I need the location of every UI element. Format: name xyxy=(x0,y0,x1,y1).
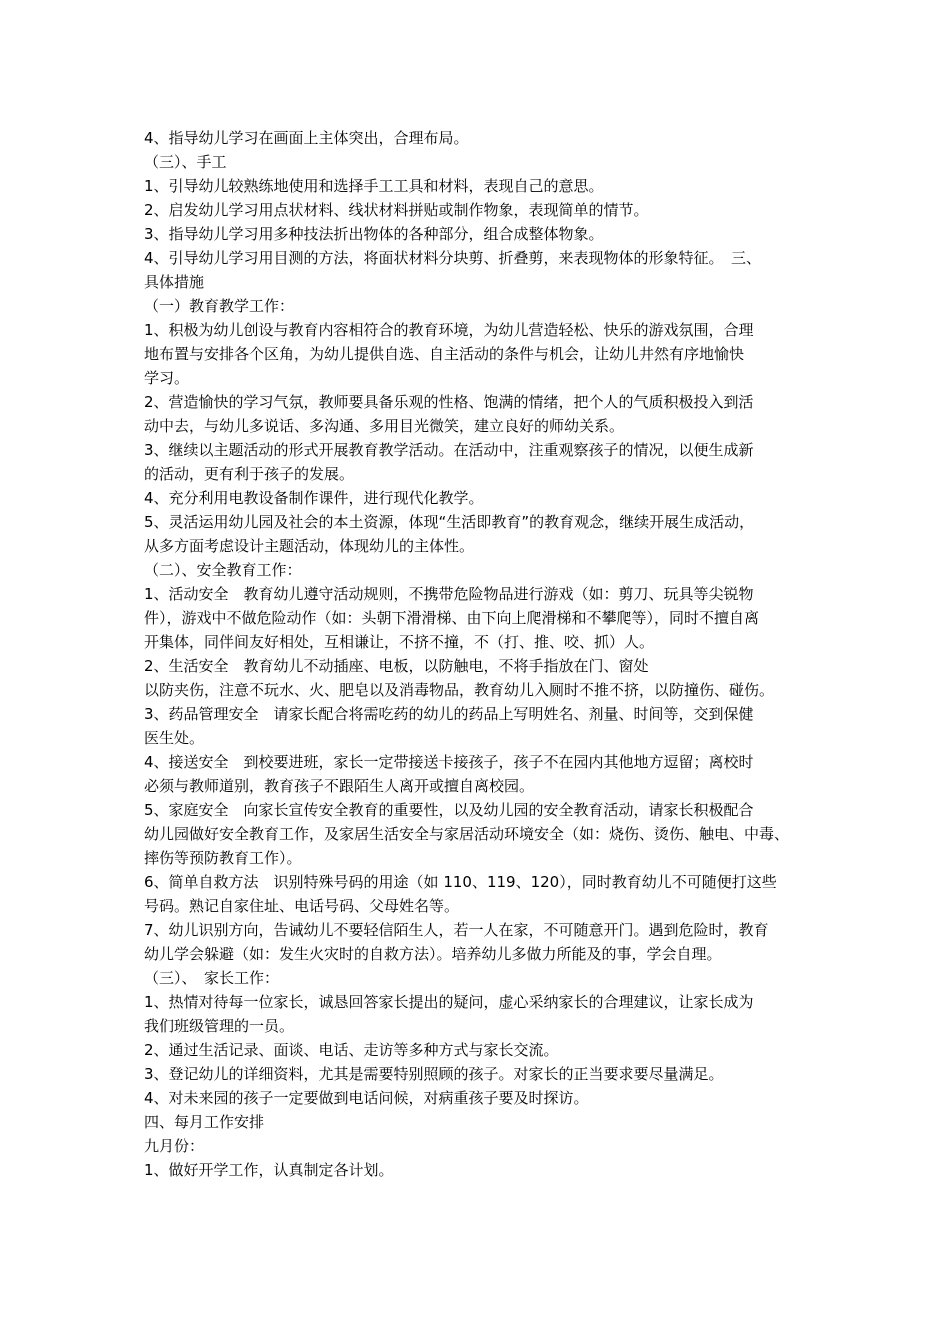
paragraph xyxy=(144,174,810,198)
text-line: 以防夹伤，注意不玩水、火、肥皂以及消毒物品，教育幼儿入厕时不推不挤，以防撞伤、碰伤。 xyxy=(144,681,775,699)
text-line: 地布置与安排各个区角，为幼儿提供自选、自主活动的条件与机会，让幼儿井然有序地愉快 xyxy=(144,345,745,363)
text-line: （一）教育教学工作： xyxy=(144,297,295,315)
text-line: 1、做好开学工作，认真制定各计划。 xyxy=(144,1161,394,1179)
paragraph xyxy=(144,1110,810,1134)
paragraph xyxy=(144,438,810,486)
text-line: 具体措施 xyxy=(144,273,205,291)
text-line: 2、启发幼儿学习用点状材料、线状材料拼贴或制作物象，表现简单的情节。 xyxy=(144,201,649,219)
paragraph xyxy=(144,294,810,318)
paragraph xyxy=(144,750,810,798)
text-line: 6、简单自救方法 识别特殊号码的用途（如 110、119、120），同时教育幼儿不可随便打这些 xyxy=(144,873,777,891)
text-line: 3、登记幼儿的详细资料，尤其是需要特别照顾的孩子。对家长的正当要求要尽量满足。 xyxy=(144,1065,724,1083)
text-line: 7、幼儿识别方向，告诫幼儿不要轻信陌生人，若一人在家，不可随意开门。遇到危险时，教育 xyxy=(144,921,769,939)
paragraph xyxy=(144,246,810,294)
paragraph xyxy=(144,150,810,174)
paragraph xyxy=(144,486,810,510)
text-line: 学习。 xyxy=(144,369,190,387)
text-line: 幼儿学会躲避（如：发生火灾时的自救方法）。培养幼儿多做力所能及的事，学会自理。 xyxy=(144,945,722,963)
text-line: 医生处。 xyxy=(144,729,205,747)
text-line: （三）、手工 xyxy=(144,153,227,171)
paragraph xyxy=(144,318,810,390)
text-line: 九月份： xyxy=(144,1137,205,1155)
paragraph xyxy=(144,798,810,870)
text-line: 1、积极为幼儿创设与教育内容相符合的教育环境，为幼儿营造轻松、快乐的游戏氛围，合理 xyxy=(144,321,754,339)
paragraph xyxy=(144,558,810,582)
text-line: 2、生活安全 教育幼儿不动插座、电板，以防触电，不将手指放在门、窗处 xyxy=(144,657,649,675)
text-line: 2、通过生活记录、面谈、电话、走访等多种方式与家长交流。 xyxy=(144,1041,559,1059)
text-line: 3、药品管理安全 请家长配合将需吃药的幼儿的药品上写明姓名、剂量、时间等，交到保健 xyxy=(144,705,754,723)
text-line: 4、充分利用电教设备制作课件，进行现代化教学。 xyxy=(144,489,484,507)
paragraph xyxy=(144,918,810,966)
paragraph xyxy=(144,198,810,222)
text-line: 1、引导幼儿较熟练地使用和选择手工工具和材料，表现自己的意思。 xyxy=(144,177,604,195)
text-line: 3、指导幼儿学习用多种技法折出物体的各种部分，组合成整体物象。 xyxy=(144,225,604,243)
text-line: 5、灵活运用幼儿园及社会的本土资源，体现“生活即教育”的教育观念，继续开展生成活动， xyxy=(144,513,755,531)
paragraph xyxy=(144,126,810,150)
paragraph xyxy=(144,654,810,702)
text-line: 从多方面考虑设计主题活动，体现幼儿的主体性。 xyxy=(144,537,475,555)
text-line: 号码。熟记自家住址、电话号码、父母姓名等。 xyxy=(144,897,460,915)
paragraph xyxy=(144,702,810,750)
text-line: 2、营造愉快的学习气氛，教师要具备乐观的性格、饱满的情绪，把个人的气质积极投入到活 xyxy=(144,393,754,411)
paragraph xyxy=(144,1134,810,1158)
paragraph xyxy=(144,1038,810,1062)
text-line: 开集体，同伴间友好相处，互相谦让，不挤不撞，不（打、推、咬、抓）人。 xyxy=(144,633,655,651)
text-line: 3、继续以主题活动的形式开展教育教学活动。在活动中，注重观察孩子的情况，以便生成新 xyxy=(144,441,754,459)
paragraph xyxy=(144,582,810,654)
text-line: 动中去，与幼儿多说话、多沟通、多用目光微笑，建立良好的师幼关系。 xyxy=(144,417,625,435)
text-line: 1、热情对待每一位家长，诚恳回答家长提出的疑问，虚心采纳家长的合理建议，让家长成为 xyxy=(144,993,754,1011)
text-line: 摔伤等预防教育工作）。 xyxy=(144,849,302,867)
paragraph xyxy=(144,1086,810,1110)
text-line: 我们班级管理的一员。 xyxy=(144,1017,295,1035)
text-line: 必须与教师道别，教育孩子不跟陌生人离开或擅自离校园。 xyxy=(144,777,535,795)
paragraph xyxy=(144,990,810,1038)
text-line: （二）、安全教育工作： xyxy=(144,561,302,579)
paragraph xyxy=(144,222,810,246)
paragraph xyxy=(144,1062,810,1086)
text-line: 件），游戏中不做危险动作（如：头朝下滑滑梯、由下向上爬滑梯和不攀爬等），同时不擅自离 xyxy=(144,609,760,627)
paragraph xyxy=(144,966,810,990)
text-line: 5、家庭安全 向家长宣传安全教育的重要性，以及幼儿园的安全教育活动，请家长积极配合 xyxy=(144,801,754,819)
text-line: 1、活动安全 教育幼儿遵守活动规则，不携带危险物品进行游戏（如：剪刀、玩具等尖锐物 xyxy=(144,585,754,603)
text-line: 4、对未来园的孩子一定要做到电话问候，对病重孩子要及时探访。 xyxy=(144,1089,589,1107)
paragraph xyxy=(144,390,810,438)
text-line: 4、指导幼儿学习在画面上主体突出，合理布局。 xyxy=(144,129,469,147)
text-line: 四、每月工作安排 xyxy=(144,1113,265,1131)
text-line: 4、引导幼儿学习用目测的方法，将面状材料分块剪、折叠剪，来表现物体的形象特征。 三、 xyxy=(144,249,762,267)
text-line: 4、接送安全 到校要进班，家长一定带接送卡接孩子，孩子不在园内其他地方逗留；离校时 xyxy=(144,753,754,771)
paragraph xyxy=(144,510,810,558)
text-line: （三）、 家长工作： xyxy=(144,969,280,987)
text-line: 幼儿园做好安全教育工作，及家居生活安全与家居活动环境安全（如：烧伤、烫伤、触电、中毒、 xyxy=(144,825,790,843)
paragraph xyxy=(144,1158,810,1182)
paragraph xyxy=(144,870,810,918)
text-line: 的活动，更有利于孩子的发展。 xyxy=(144,465,355,483)
document-page xyxy=(144,126,810,1182)
